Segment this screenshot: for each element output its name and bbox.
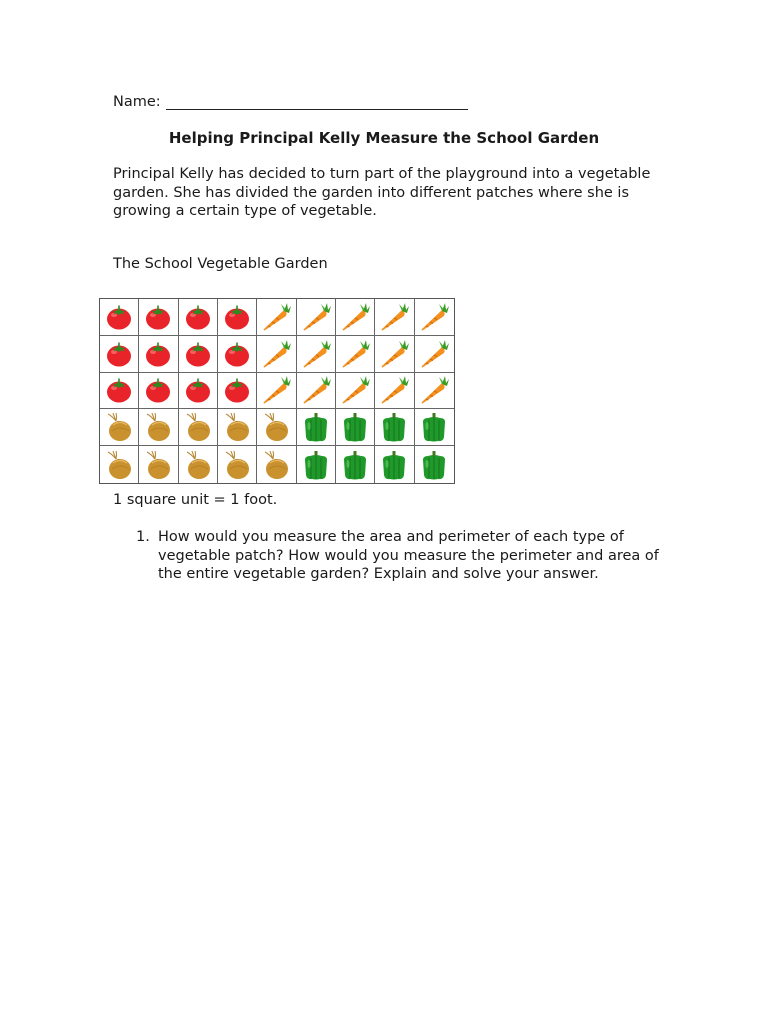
garden-cell-tomato — [218, 299, 257, 336]
worksheet-title: Helping Principal Kelly Measure the School Garden — [168, 129, 600, 147]
garden-cell-pepper — [415, 446, 454, 483]
pepper-icon — [378, 449, 410, 481]
garden-cell-onion — [100, 409, 139, 446]
garden-cell-onion — [179, 409, 218, 446]
tomato-icon — [142, 374, 174, 406]
garden-cell-tomato — [218, 373, 257, 410]
pepper-icon — [300, 411, 332, 443]
onion-icon — [221, 411, 253, 443]
garden-cell-carrot — [297, 336, 336, 373]
garden-cell-onion — [257, 446, 296, 483]
tomato-icon — [182, 374, 214, 406]
garden-cell-carrot — [375, 373, 414, 410]
garden-cell-tomato — [179, 299, 218, 336]
carrot-icon — [418, 374, 450, 406]
scale-note: 1 square unit = 1 foot. — [113, 492, 278, 508]
garden-cell-onion — [179, 446, 218, 483]
onion-icon — [103, 449, 135, 481]
tomato-icon — [221, 338, 253, 370]
garden-cell-carrot — [336, 373, 375, 410]
carrot-icon — [378, 338, 410, 370]
question-item — [136, 528, 666, 584]
garden-cell-tomato — [218, 336, 257, 373]
carrot-icon — [260, 301, 292, 333]
onion-icon — [103, 411, 135, 443]
tomato-icon — [182, 338, 214, 370]
garden-label: The School Vegetable Garden — [113, 256, 328, 272]
garden-cell-onion — [218, 446, 257, 483]
pepper-icon — [300, 449, 332, 481]
tomato-icon — [103, 338, 135, 370]
garden-cell-carrot — [257, 299, 296, 336]
onion-icon — [182, 411, 214, 443]
onion-icon — [182, 449, 214, 481]
garden-cell-carrot — [257, 336, 296, 373]
tomato-icon — [142, 338, 174, 370]
tomato-icon — [103, 374, 135, 406]
name-field-row — [113, 93, 468, 110]
tomato-icon — [221, 374, 253, 406]
carrot-icon — [339, 301, 371, 333]
garden-cell-carrot — [257, 373, 296, 410]
garden-cell-carrot — [415, 299, 454, 336]
garden-grid — [99, 298, 455, 484]
garden-cell-pepper — [336, 446, 375, 483]
garden-cell-tomato — [100, 299, 139, 336]
onion-icon — [221, 449, 253, 481]
onion-icon — [142, 411, 174, 443]
garden-cell-tomato — [139, 299, 178, 336]
carrot-icon — [300, 301, 332, 333]
garden-cell-carrot — [297, 299, 336, 336]
carrot-icon — [300, 338, 332, 370]
garden-cell-carrot — [375, 336, 414, 373]
garden-cell-pepper — [375, 409, 414, 446]
garden-cell-tomato — [139, 336, 178, 373]
garden-cell-onion — [100, 446, 139, 483]
garden-cell-onion — [139, 409, 178, 446]
intro-paragraph: Principal Kelly has decided to turn part of the playground into a vegetable garden. She has divided the garden into different patches where she is growing a certain type of vegetable. — [113, 166, 651, 219]
garden-cell-carrot — [336, 299, 375, 336]
garden-cell-onion — [139, 446, 178, 483]
garden-cell-onion — [257, 409, 296, 446]
tomato-icon — [221, 301, 253, 333]
garden-cell-tomato — [100, 336, 139, 373]
garden-cell-carrot — [297, 373, 336, 410]
garden-cell-tomato — [179, 373, 218, 410]
carrot-icon — [339, 338, 371, 370]
onion-icon — [260, 411, 292, 443]
tomato-icon — [182, 301, 214, 333]
garden-cell-pepper — [297, 409, 336, 446]
onion-icon — [142, 449, 174, 481]
garden-cell-carrot — [415, 373, 454, 410]
garden-cell-carrot — [336, 336, 375, 373]
carrot-icon — [300, 374, 332, 406]
carrot-icon — [339, 374, 371, 406]
pepper-icon — [339, 449, 371, 481]
pepper-icon — [418, 449, 450, 481]
onion-icon — [260, 449, 292, 481]
garden-cell-pepper — [336, 409, 375, 446]
pepper-icon — [339, 411, 371, 443]
garden-cell-carrot — [415, 336, 454, 373]
question-number: 1. — [136, 529, 150, 545]
carrot-icon — [418, 301, 450, 333]
carrot-icon — [260, 374, 292, 406]
garden-cell-tomato — [100, 373, 139, 410]
carrot-icon — [378, 301, 410, 333]
garden-cell-tomato — [179, 336, 218, 373]
carrot-icon — [378, 374, 410, 406]
garden-cell-tomato — [139, 373, 178, 410]
garden-cell-carrot — [375, 299, 414, 336]
pepper-icon — [418, 411, 450, 443]
carrot-icon — [260, 338, 292, 370]
garden-cell-pepper — [415, 409, 454, 446]
tomato-icon — [103, 301, 135, 333]
name-label: Name: — [113, 94, 161, 110]
garden-cell-onion — [218, 409, 257, 446]
pepper-icon — [378, 411, 410, 443]
question-text: How would you measure the area and perimeter of each type of vegetable patch? How would you measure the perimeter and area of the entire vegetable garden? Explain and solve your answer. — [158, 529, 659, 582]
garden-cell-pepper — [297, 446, 336, 483]
tomato-icon — [142, 301, 174, 333]
garden-cell-pepper — [375, 446, 414, 483]
name-blank-line[interactable] — [166, 93, 468, 110]
carrot-icon — [418, 338, 450, 370]
